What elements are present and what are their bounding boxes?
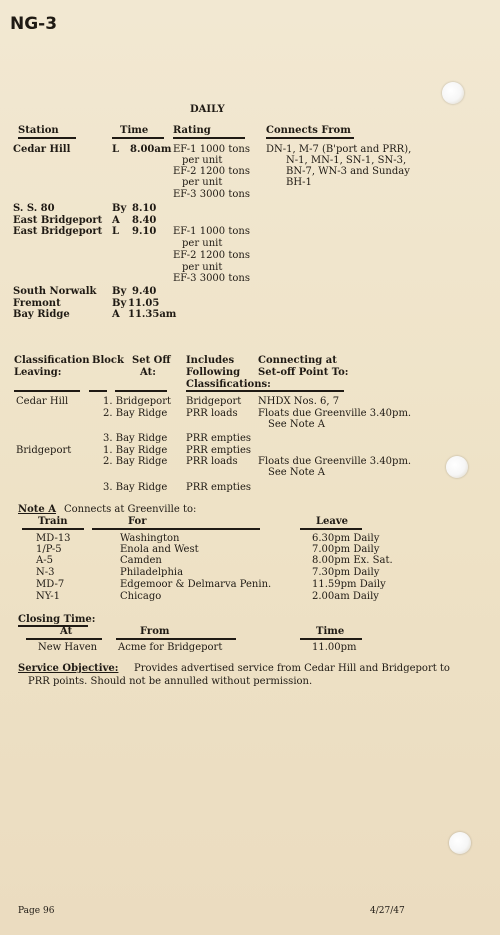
stop-station: East Bridgeport <box>13 215 103 226</box>
stop-time: 9.10 <box>132 226 157 237</box>
note-for: Enola and West <box>120 544 199 555</box>
note-train: NY-1 <box>36 591 60 602</box>
closing-title-rule <box>18 625 88 627</box>
page-date: 4/27/47 <box>370 906 405 916</box>
punch-hole-top <box>442 82 464 104</box>
stop-time: 11.35am <box>128 309 177 320</box>
punch-hole-middle <box>446 456 468 478</box>
page-number: Page 96 <box>18 906 55 916</box>
stop-code: By <box>112 203 127 214</box>
note-leave: 8.00pm Ex. Sat. <box>312 555 393 566</box>
rating-header: Rating <box>173 125 211 136</box>
connects-line: BN-7, WN-3 and Sunday <box>286 166 410 177</box>
note-a-text: Connects at Greenville to: <box>64 504 197 515</box>
closing-from-rule <box>116 638 236 640</box>
page-code: NG-3 <box>10 14 58 34</box>
connecting-header: Connecting at <box>258 355 337 366</box>
class-includes: PRR empties <box>186 482 252 493</box>
stop-station: S. S. 80 <box>13 203 55 214</box>
class-includes: PRR loads <box>186 456 238 467</box>
closing-time-rule <box>300 638 362 640</box>
note-leave-rule <box>300 528 362 530</box>
note-for: Chicago <box>120 591 162 602</box>
set-off-header: Set Off <box>132 355 171 366</box>
class-rule-block <box>89 390 107 392</box>
rating-line: per unit <box>182 238 223 249</box>
class-connecting: Floats due Greenville 3.40pm. <box>258 456 412 467</box>
class-leaving: Bridgeport <box>16 445 72 456</box>
punch-hole-bottom <box>449 832 471 854</box>
note-for: Washington <box>120 533 180 544</box>
note-for-rule <box>92 528 260 530</box>
stop-station: Fremont <box>13 298 61 309</box>
stop-code: By <box>112 298 127 309</box>
closing-at-rule <box>26 638 102 640</box>
note-leave: 2.00am Daily <box>312 591 379 602</box>
class-rule-includes <box>186 390 260 392</box>
stop-station: East Bridgeport <box>13 226 103 237</box>
note-for: Philadelphia <box>120 567 184 578</box>
station-header: Station <box>18 125 59 136</box>
rating-line: EF-1 1000 tons <box>173 226 250 237</box>
connects-from-header-rule <box>266 137 354 139</box>
rating-header-rule <box>173 137 245 139</box>
set-off-point-header: Set-off Point To: <box>258 367 349 378</box>
note-train: 1/P-5 <box>36 544 62 555</box>
following-header: Following <box>186 367 241 378</box>
class-rule-setoff <box>115 390 167 392</box>
time-header-rule <box>112 137 164 139</box>
rating-line: EF-2 1200 tons <box>173 250 250 261</box>
note-for: Edgemoor & Delmarva Penin. <box>120 579 272 590</box>
stop-code: L <box>112 226 120 237</box>
note-leave: 7.30pm Daily <box>312 567 380 578</box>
closing-from-header: From <box>140 626 170 637</box>
note-leave: 11.59pm Daily <box>312 579 386 590</box>
class-leaving: Cedar Hill <box>16 396 69 407</box>
closing-title: Closing Time: <box>18 614 96 625</box>
leaving-header: Leaving: <box>14 367 62 378</box>
class-includes: Bridgeport <box>186 396 242 407</box>
time-header: Time <box>120 125 149 136</box>
rating-line: EF-1 1000 tons <box>173 144 250 155</box>
stop-time: 11.05 <box>128 298 160 309</box>
class-block: 3. Bay Ridge <box>103 433 168 444</box>
classification-header: Classification <box>14 355 90 366</box>
class-connecting: Floats due Greenville 3.40pm. <box>258 408 412 419</box>
class-connecting: NHDX Nos. 6, 7 <box>258 396 340 407</box>
class-rule-leaving <box>14 390 80 392</box>
class-connecting: See Note A <box>268 419 325 430</box>
class-includes: PRR empties <box>186 445 252 456</box>
note-for: Camden <box>120 555 162 566</box>
note-leave: 7.00pm Daily <box>312 544 380 555</box>
closing-at: New Haven <box>38 642 98 653</box>
service-objective-line2: PRR points. Should not be annulled without permission. <box>28 676 313 687</box>
classifications-header: Classifications: <box>186 379 271 390</box>
class-connecting: See Note A <box>268 467 325 478</box>
service-objective-line1: Provides advertised service from Cedar Hill and Bridgeport to <box>134 663 450 674</box>
includes-header: Includes <box>186 355 235 366</box>
note-for-header: For <box>128 516 147 527</box>
stop-code: L <box>112 144 120 155</box>
stop-time: 8.10 <box>132 203 157 214</box>
service-objective-label: Service Objective: <box>18 663 119 674</box>
rating-line: EF-3 3000 tons <box>173 273 250 284</box>
class-rule-connecting <box>258 390 344 392</box>
station-header-rule <box>18 137 76 139</box>
connects-from-header: Connects From <box>266 125 351 136</box>
closing-time: 11.00pm <box>312 642 357 653</box>
note-train: MD-7 <box>36 579 65 590</box>
class-block: 2. Bay Ridge <box>103 456 168 467</box>
stop-code: By <box>112 286 127 297</box>
rating-line: per unit <box>182 262 223 273</box>
rating-line: EF-2 1200 tons <box>173 166 250 177</box>
class-block: 1. Bay Ridge <box>103 445 168 456</box>
stop-station: Bay Ridge <box>13 309 70 320</box>
note-train: N-3 <box>36 567 55 578</box>
connects-line: BH-1 <box>286 177 312 188</box>
stop-time: 9.40 <box>132 286 157 297</box>
note-train-header: Train <box>38 516 68 527</box>
class-block: 1. Bridgeport <box>103 396 171 407</box>
rating-line: per unit <box>182 155 223 166</box>
connects-line: DN-1, M-7 (B'port and PRR), <box>266 144 412 155</box>
note-train: MD-13 <box>36 533 71 544</box>
note-train-rule <box>22 528 84 530</box>
frequency-label: DAILY <box>190 104 225 115</box>
stop-station: Cedar Hill <box>13 144 71 155</box>
note-train: A-5 <box>36 555 53 566</box>
note-a-title: Note A <box>18 504 57 515</box>
class-includes: PRR loads <box>186 408 238 419</box>
stop-time: 8.00am <box>130 144 172 155</box>
stop-time: 8.40 <box>132 215 157 226</box>
note-leave-header: Leave <box>316 516 349 527</box>
closing-from: Acme for Bridgeport <box>118 642 223 653</box>
rating-line: EF-3 3000 tons <box>173 189 250 200</box>
stop-code: A <box>112 309 120 320</box>
set-off-at-header: At: <box>140 367 156 378</box>
class-block: 3. Bay Ridge <box>103 482 168 493</box>
class-block: 2. Bay Ridge <box>103 408 168 419</box>
block-header: Block <box>92 355 124 366</box>
stop-station: South Norwalk <box>13 286 97 297</box>
closing-at-header: At <box>60 626 73 637</box>
closing-time-header: Time <box>316 626 345 637</box>
class-includes: PRR empties <box>186 433 252 444</box>
note-leave: 6.30pm Daily <box>312 533 380 544</box>
stop-code: A <box>112 215 120 226</box>
connects-line: N-1, MN-1, SN-1, SN-3, <box>286 155 407 166</box>
rating-line: per unit <box>182 177 223 188</box>
